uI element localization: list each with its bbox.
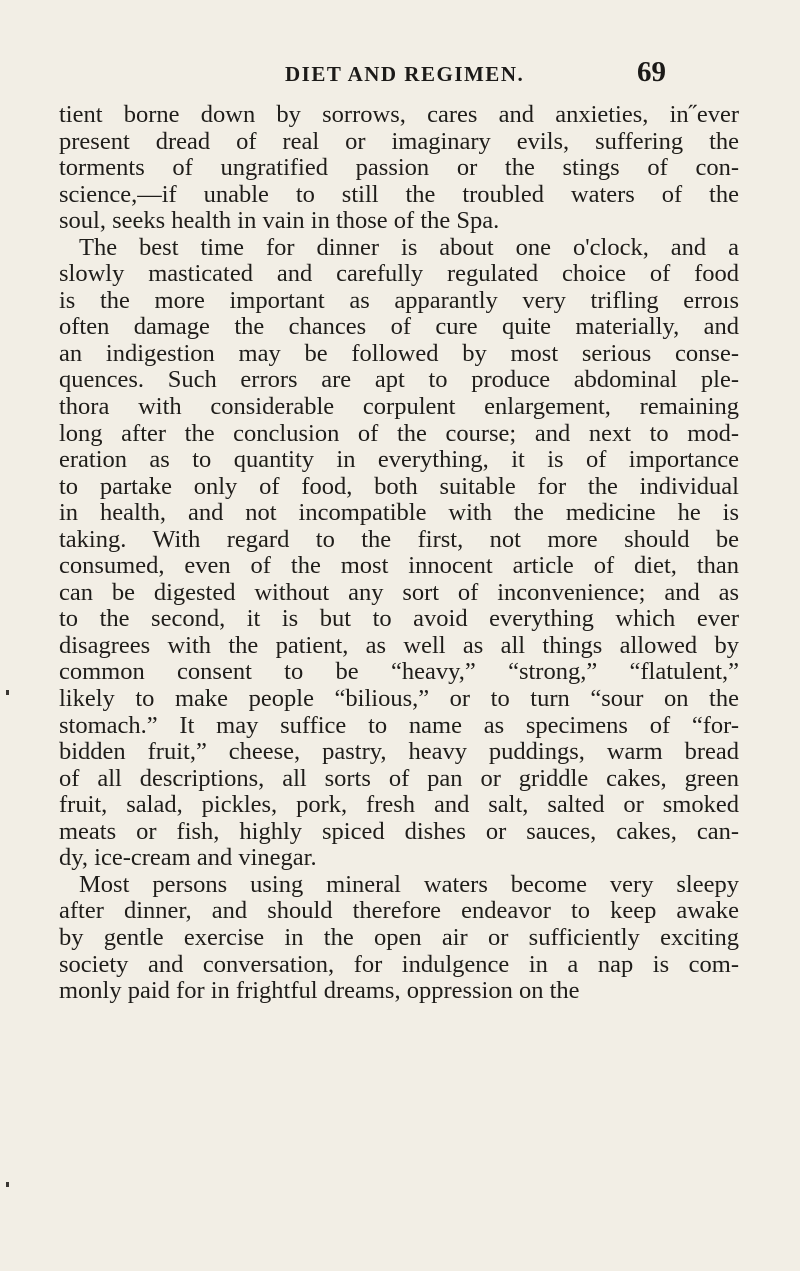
text-line: taking. With regard to the first, not more should be bbox=[59, 525, 739, 553]
text-line: often damage the chances of cure quite materially, and bbox=[59, 313, 739, 341]
text-line: common consent to be “heavy,” “strong,” “flatulent,” bbox=[59, 658, 739, 686]
body-text bbox=[59, 102, 739, 1005]
text-line: quences. Such errors are apt to produce abdominal ple- bbox=[59, 366, 739, 394]
text-line: soul, seeks health in vain in those of the Spa. bbox=[59, 207, 500, 235]
text-line: of all descriptions, all sorts of pan or griddle cakes, green bbox=[59, 764, 739, 792]
text-line: to partake only of food, both suitable for the individual bbox=[59, 472, 739, 500]
text-line: stomach.” It may suffice to name as specimens of “for- bbox=[59, 711, 739, 739]
text-line: bidden fruit,” cheese, pastry, heavy puddings, warm bread bbox=[59, 738, 739, 766]
running-head-title: DIET AND REGIMEN. bbox=[285, 62, 525, 86]
text-line: tient borne down by sorrows, cares and anxieties, in˝ever bbox=[59, 101, 739, 128]
text-line: meats or fish, highly spiced dishes or sauces, cakes, can- bbox=[59, 817, 739, 845]
text-line: to the second, it is but to avoid everything which ever bbox=[59, 605, 739, 633]
text-line: can be digested without any sort of inconvenience; and as bbox=[59, 578, 739, 606]
text-line: disagrees with the patient, as well as all things allowed by bbox=[59, 631, 739, 659]
text-line: slowly masticated and carefully regulated choice of food bbox=[59, 260, 739, 288]
text-line: by gentle exercise in the open air or sufficiently exciting bbox=[59, 923, 739, 951]
running-head bbox=[0, 58, 800, 90]
text-line: long after the conclusion of the course; and next to mod- bbox=[59, 419, 739, 447]
text-line: consumed, even of the most innocent article of diet, than bbox=[59, 552, 739, 580]
text-line: dy, ice-cream and vinegar. bbox=[59, 844, 317, 872]
page-number: 69 bbox=[637, 56, 666, 88]
text-line: monly paid for in frightful dreams, oppression on the bbox=[59, 977, 580, 1005]
margin-mark bbox=[6, 1182, 9, 1187]
text-line: an indigestion may be followed by most serious conse- bbox=[59, 339, 739, 367]
text-line: The best time for dinner is about one o'clock, and a bbox=[79, 233, 739, 261]
margin-mark bbox=[6, 690, 9, 695]
text-line: science,—if unable to still the troubled waters of the bbox=[59, 180, 739, 208]
text-line: after dinner, and should therefore endeavor to keep awake bbox=[59, 897, 739, 925]
text-line: thora with considerable corpulent enlargement, remaining bbox=[59, 393, 739, 421]
text-line: present dread of real or imaginary evils, suffering the bbox=[59, 127, 739, 155]
text-line: eration as to quantity in everything, it is of importance bbox=[59, 446, 739, 474]
text-line: likely to make people “bilious,” or to turn “sour on the bbox=[59, 685, 739, 713]
text-line: Most persons using mineral waters become very sleepy bbox=[79, 870, 739, 898]
text-line: society and conversation, for indulgence in a nap is com- bbox=[59, 950, 739, 978]
text-line: torments of ungratified passion or the stings of con- bbox=[59, 154, 739, 182]
text-line: in health, and not incompatible with the medicine he is bbox=[59, 499, 739, 527]
text-line: is the more important as apparantly very trifling erroıs bbox=[59, 286, 739, 314]
text-line: fruit, salad, pickles, pork, fresh and salt, salted or smoked bbox=[59, 791, 739, 819]
